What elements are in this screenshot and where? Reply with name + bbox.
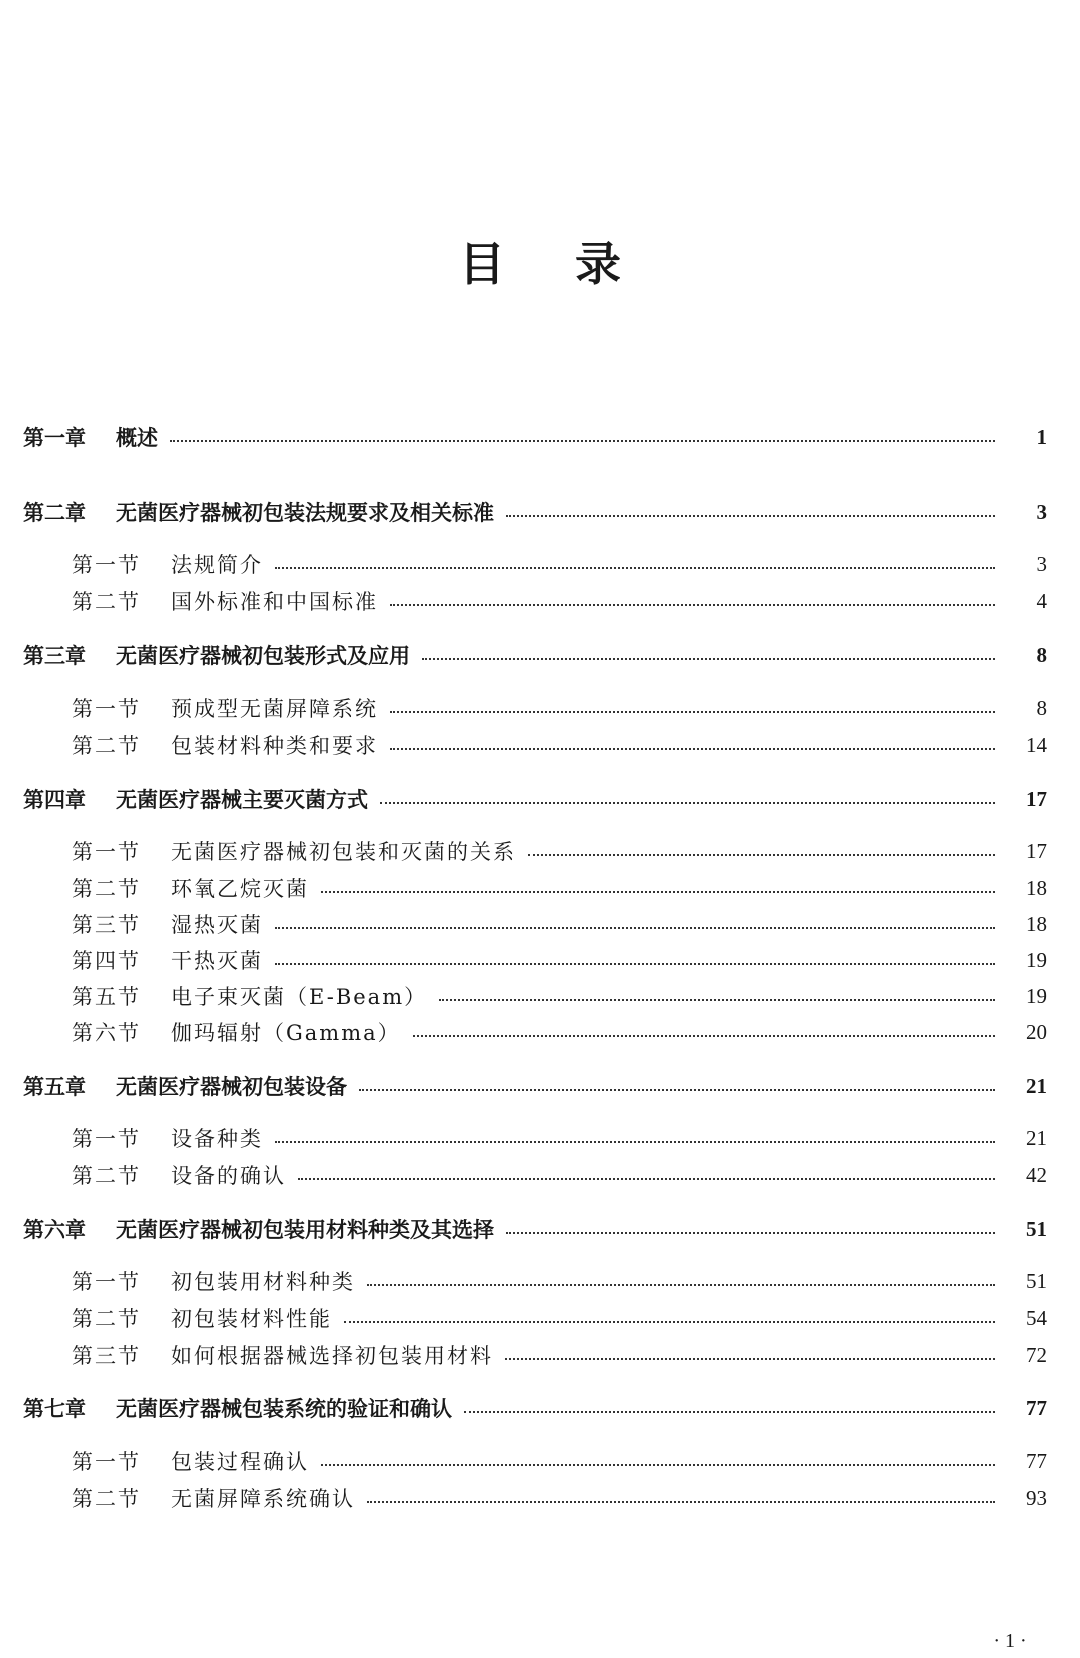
toc-entry-title: 环氧乙烷灭菌 (171, 877, 309, 901)
title-char-1: 目 (459, 237, 505, 291)
toc-section-entry (0, 1483, 1080, 1513)
page-title (0, 228, 1080, 294)
toc-entry-page: 51 (1026, 1216, 1047, 1241)
toc-entry-page: 19 (1026, 947, 1047, 972)
toc-entry-label: 第三章 (23, 644, 86, 668)
toc-entry-title: 无菌医疗器械初包装法规要求及相关标准 (116, 501, 494, 525)
dot-leader (275, 927, 995, 929)
dot-leader (422, 658, 995, 660)
dot-leader (390, 711, 995, 713)
toc-entry-label: 第二章 (23, 501, 86, 525)
toc-entry-title: 湿热灭菌 (171, 913, 263, 937)
dot-leader (506, 515, 995, 517)
toc-entry-title: 无菌医疗器械主要灭菌方式 (116, 788, 368, 812)
toc-section-entry (0, 1017, 1080, 1047)
page-number: · 1 · (993, 1630, 1027, 1652)
toc-section-entry (0, 981, 1080, 1011)
toc-entry-title: 初包装材料性能 (171, 1307, 332, 1331)
toc-entry-label: 第一节 (72, 840, 141, 864)
toc-entry-label: 第四节 (72, 949, 141, 973)
toc-entry-label: 第二节 (72, 1487, 141, 1511)
toc-entry-label: 第二节 (72, 1164, 141, 1188)
toc-entry-page: 20 (1026, 1019, 1047, 1044)
toc-entry-title: 无菌医疗器械初包装用材料种类及其选择 (116, 1218, 494, 1242)
dot-leader (464, 1411, 995, 1413)
toc-entry-label: 第二节 (72, 1307, 141, 1331)
toc-section-entry (0, 909, 1080, 939)
dot-leader (413, 1035, 995, 1037)
toc-section-entry (0, 1160, 1080, 1190)
toc-entry-title: 电子束灭菌（E-Beam） (171, 985, 428, 1009)
toc-entry-page: 17 (1026, 838, 1047, 863)
toc-section-entry (0, 693, 1080, 723)
toc-entry-page: 77 (1026, 1395, 1047, 1420)
toc-entry-page: 17 (1026, 786, 1047, 811)
toc-entry-page: 21 (1026, 1125, 1047, 1150)
toc-entry-title: 包装材料种类和要求 (171, 734, 378, 758)
dot-leader (344, 1321, 995, 1323)
dot-leader (359, 1089, 995, 1091)
toc-entry-title: 伽玛辐射（Gamma） (171, 1021, 401, 1045)
toc-section-entry (0, 945, 1080, 975)
dot-leader (170, 440, 995, 442)
toc-entry-page: 51 (1026, 1268, 1047, 1293)
toc-entry-label: 第一节 (72, 1450, 141, 1474)
toc-entry-label: 第六章 (23, 1218, 86, 1242)
toc-entry-page: 93 (1026, 1485, 1047, 1510)
toc-entry-title: 法规简介 (171, 553, 263, 577)
title-char-2: 录 (575, 237, 621, 291)
toc-section-entry (0, 836, 1080, 866)
toc-chapter-entry (0, 497, 1080, 527)
dot-leader (367, 1501, 995, 1503)
toc-entry-page: 18 (1026, 875, 1047, 900)
toc-entry-label: 第三节 (72, 1344, 141, 1368)
dot-leader (275, 963, 995, 965)
toc-entry-page: 42 (1026, 1162, 1047, 1187)
toc-entry-page: 3 (1036, 499, 1047, 524)
toc-entry-title: 干热灭菌 (171, 949, 263, 973)
toc-entry-page: 72 (1026, 1342, 1047, 1367)
toc-entry-title: 包装过程确认 (171, 1450, 309, 1474)
toc-entry-label: 第三节 (72, 913, 141, 937)
toc-section-entry (0, 549, 1080, 579)
toc-entry-page: 8 (1036, 642, 1047, 667)
toc-entry-title: 国外标准和中国标准 (171, 590, 378, 614)
toc-entry-title: 无菌医疗器械初包装形式及应用 (116, 644, 410, 668)
toc-entry-page: 21 (1026, 1073, 1047, 1098)
toc-entry-label: 第一节 (72, 553, 141, 577)
toc-entry-title: 设备的确认 (171, 1164, 286, 1188)
dot-leader (380, 802, 995, 804)
toc-section-entry (0, 1446, 1080, 1476)
toc-entry-page: 77 (1026, 1448, 1047, 1473)
toc-entry-label: 第二节 (72, 734, 141, 758)
toc-entry-label: 第一节 (72, 1270, 141, 1294)
toc-chapter-entry (0, 422, 1080, 452)
toc-entry-label: 第一节 (72, 1127, 141, 1151)
dot-leader (367, 1284, 995, 1286)
toc-section-entry (0, 1303, 1080, 1333)
dot-leader (528, 854, 995, 856)
toc-entry-page: 8 (1036, 695, 1047, 720)
toc-entry-label: 第一章 (23, 426, 86, 450)
toc-entry-label: 第二节 (72, 590, 141, 614)
toc-entry-page: 14 (1026, 732, 1047, 757)
toc-entry-title: 概述 (116, 426, 158, 450)
toc-entry-label: 第七章 (23, 1397, 86, 1421)
toc-section-entry (0, 1123, 1080, 1153)
toc-entry-title: 初包装用材料种类 (171, 1270, 355, 1294)
toc-entry-title: 无菌医疗器械包装系统的验证和确认 (116, 1397, 452, 1421)
dot-leader (298, 1178, 995, 1180)
toc-entry-label: 第一节 (72, 697, 141, 721)
dot-leader (506, 1232, 995, 1234)
toc-entry-title: 无菌医疗器械初包装设备 (116, 1075, 347, 1099)
dot-leader (505, 1358, 995, 1360)
toc-entry-page: 54 (1026, 1305, 1047, 1330)
toc-entry-title: 无菌屏障系统确认 (171, 1487, 355, 1511)
toc-section-entry (0, 873, 1080, 903)
toc-entry-title: 如何根据器械选择初包装用材料 (171, 1344, 493, 1368)
toc-section-entry (0, 730, 1080, 760)
toc-entry-label: 第五节 (72, 985, 141, 1009)
toc-entry-title: 预成型无菌屏障系统 (171, 697, 378, 721)
dot-leader (439, 999, 995, 1001)
toc-section-entry (0, 586, 1080, 616)
toc-entry-label: 第四章 (23, 788, 86, 812)
toc-entry-page: 18 (1026, 911, 1047, 936)
toc-entry-page: 19 (1026, 983, 1047, 1008)
toc-chapter-entry (0, 784, 1080, 814)
dot-leader (390, 604, 995, 606)
toc-entry-label: 第五章 (23, 1075, 86, 1099)
dot-leader (275, 567, 995, 569)
toc-section-entry (0, 1266, 1080, 1296)
toc-entry-label: 第二节 (72, 877, 141, 901)
dot-leader (390, 748, 995, 750)
toc-chapter-entry (0, 640, 1080, 670)
dot-leader (321, 891, 995, 893)
toc-entry-page: 3 (1036, 551, 1047, 576)
toc-chapter-entry (0, 1214, 1080, 1244)
dot-leader (321, 1464, 995, 1466)
toc-chapter-entry (0, 1393, 1080, 1423)
dot-leader (275, 1141, 995, 1143)
toc-section-entry (0, 1340, 1080, 1370)
toc-entry-page: 4 (1036, 588, 1047, 613)
toc-chapter-entry (0, 1071, 1080, 1101)
toc-entry-page: 1 (1036, 424, 1047, 449)
toc-entry-label: 第六节 (72, 1021, 141, 1045)
toc-entry-title: 无菌医疗器械初包装和灭菌的关系 (171, 840, 516, 864)
toc-entry-title: 设备种类 (171, 1127, 263, 1151)
